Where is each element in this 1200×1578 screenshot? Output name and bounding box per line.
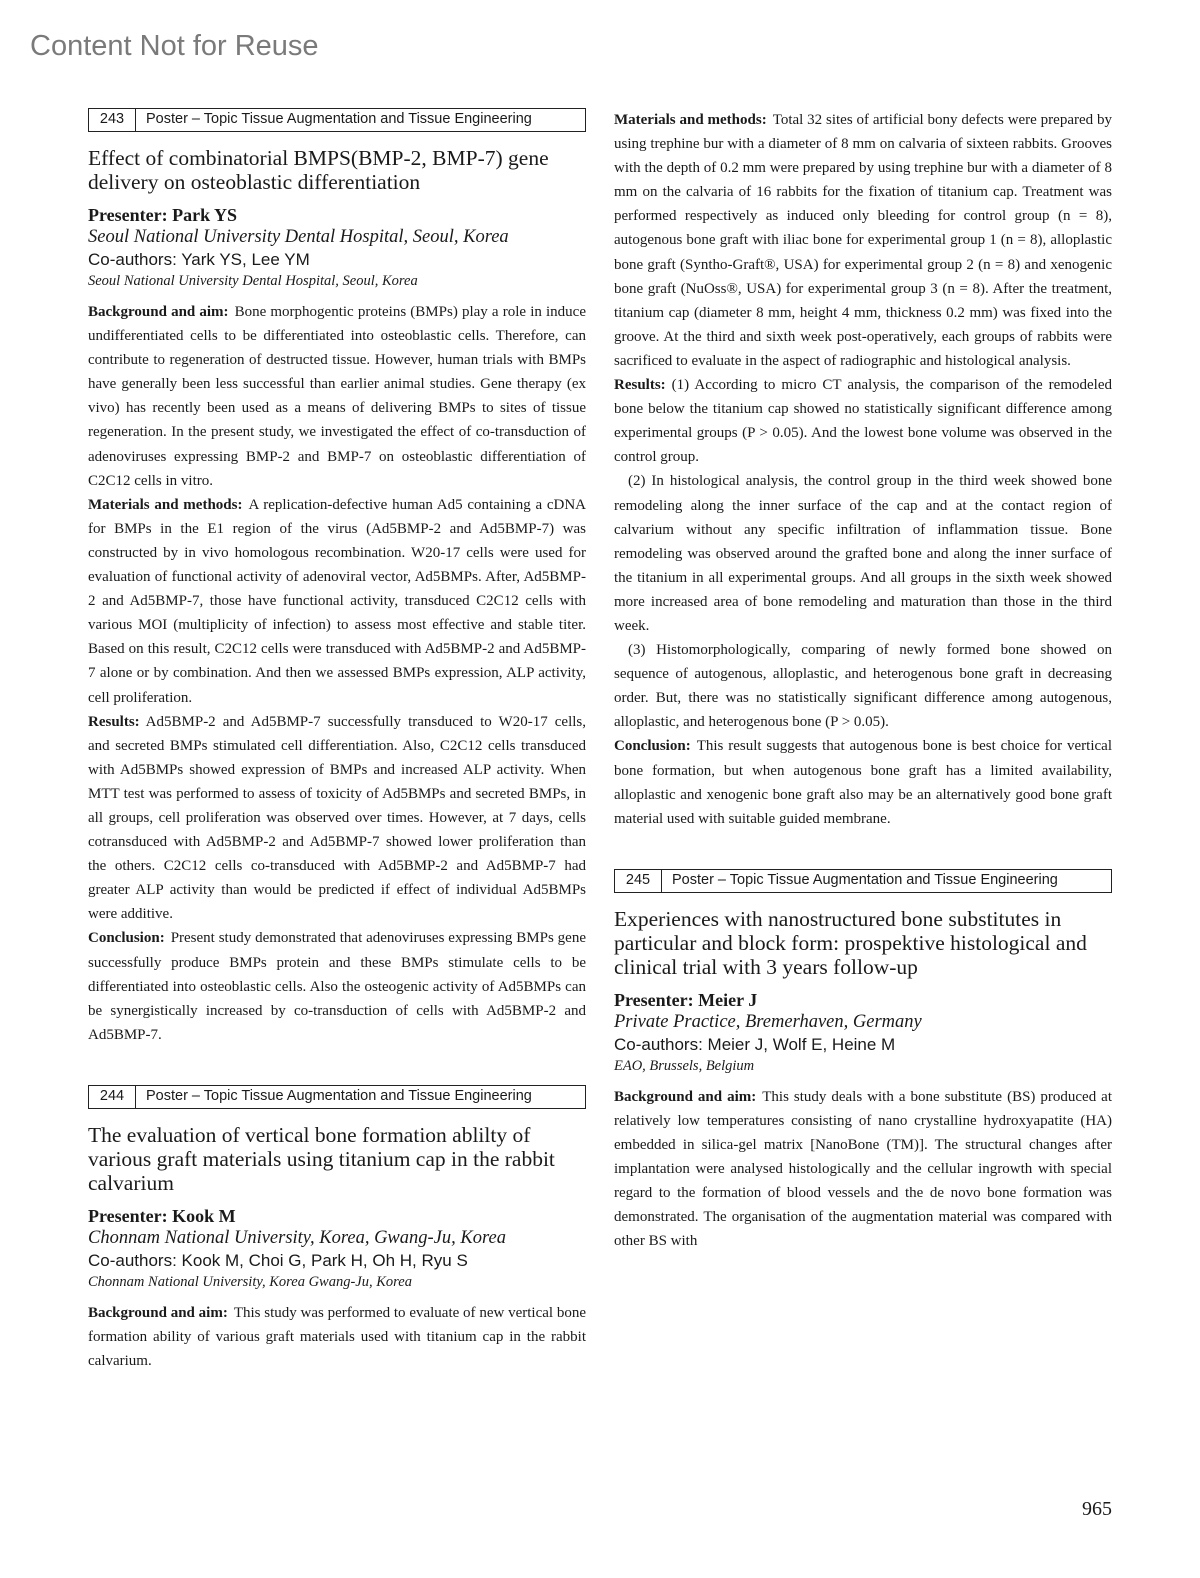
section-label: Materials and methods: bbox=[88, 496, 243, 513]
section-text: This result suggests that autogenous bone is best choice for vertical bone formation, but when autogenous bone graft has a limited availability, alloplastic and xenogenic bone graft also may be an alternatively good bone graft material used with suitable guided membrane. bbox=[614, 738, 1112, 827]
abstract-header bbox=[614, 869, 1112, 893]
section-label: Materials and methods: bbox=[614, 112, 767, 128]
conclusion-paragraph bbox=[88, 926, 586, 1046]
abstract-title: The evaluation of vertical bone formation ablilty of various graft materials using titanium cap in the rabbit calvarium bbox=[88, 1122, 555, 1195]
section-label: Conclusion: bbox=[88, 930, 165, 947]
section-text: This study deals with a bone substitute (BS) produced at relatively low temperatures consisting of nano crystalline hydroxyapatite (HA) embedded in silica-gel matrix [NanoBone (TM)]. The structural changes after implantation were analysed histologically and the cellular ingrowth with special regard to the formation of blood vessels and the de novo bone formation was demonstrated. The organisation of the augmentation material was compared with other BS with bbox=[614, 1088, 1113, 1250]
presenter-affiliation: Chonnam National University, Korea, Gwang-Ju, Korea bbox=[88, 1227, 506, 1248]
section-label: Background and aim: bbox=[614, 1088, 757, 1105]
page-number: 965 bbox=[1082, 1498, 1112, 1520]
abstract-245 bbox=[614, 869, 1112, 1254]
abstract-244-continued bbox=[614, 108, 1112, 831]
section-text: Bone morphogentic proteins (BMPs) play a role in induce undifferentiated cells to be differentiated into osteoblastic cells. Therefore, can contribute to regeneration of destructed tissue. However, human trials with BMPs have generally been less successful than earlier animal studies. Gene therapy (ex vivo) has recently been used as a means of delivering BMPs to sites of tissue regeneration. In the present study, we investigated the effect of co-transduction of adenoviruses expressing BMP-2 and BMP-7 on osteoblastic differentiation of C2C12 cells in vitro. bbox=[88, 304, 586, 489]
right-column bbox=[614, 108, 1112, 1253]
abstract-number: 243 bbox=[89, 109, 136, 131]
background-paragraph bbox=[88, 1301, 586, 1373]
conclusion-paragraph bbox=[614, 734, 1112, 830]
section-label: Background and aim: bbox=[88, 1304, 228, 1321]
section-text: (1) According to micro CT analysis, the comparison of the remodeled bone below the titanium cap showed no statistically significant difference among experimental groups (P > 0.05). And the lowest bone volume was observed in the control group. bbox=[614, 377, 1112, 466]
section-text: Present study demonstrated that adenoviruses expressing BMPs gene successfully produce BMPs protein and these BMPs stimulate cells to be differentiated into osteoblastic cells. Also the osteogenic activity of Ad5BMPs can be synergistically increased by co-transduction of cells with Ad5BMP-2 and Ad5BMP-7. bbox=[88, 930, 586, 1043]
left-column bbox=[88, 108, 586, 1373]
section-label: Background and aim: bbox=[88, 304, 229, 320]
methods-paragraph bbox=[614, 108, 1112, 373]
results-paragraph bbox=[88, 710, 586, 927]
abstract-244 bbox=[88, 1085, 586, 1373]
background-paragraph bbox=[614, 1085, 1112, 1254]
coauthor-affiliation: EAO, Brussels, Belgium bbox=[614, 1057, 755, 1074]
results-paragraph-3: (3) Histomorphologically, comparing of newly formed bone showed on sequence of autogenous, alloplastic, and heterogenous bone graft in decreasing order. But, there was no statistically significant difference among autogenous, alloplastic, and heterogenous bone (P > 0.05). bbox=[614, 642, 1112, 731]
coauthor-affiliation: Chonnam National University, Korea Gwang-Ju, Korea bbox=[88, 1273, 412, 1290]
section-label: Conclusion: bbox=[614, 738, 691, 755]
presenter-affiliation: Private Practice, Bremerhaven, Germany bbox=[614, 1011, 922, 1032]
section-label: Results: bbox=[88, 713, 140, 730]
background-paragraph bbox=[88, 300, 586, 493]
section-label: Results: bbox=[614, 377, 666, 394]
results-paragraph-2: (2) In histological analysis, the control group in the third week showed bone remodeling along the inner surface of the cap and at the contact region of calvarium without any specific infiltration of inflammation tissue. Bone remodeling was observed around the grafted bone and along the inner surface of the titanium in all experimental groups. And all groups in the sixth week showed more increased area of bone remodeling and maturation than those in the third week. bbox=[614, 473, 1112, 634]
coauthors: Co-authors: Meier J, Wolf E, Heine M bbox=[614, 1034, 896, 1054]
results-paragraph bbox=[614, 373, 1112, 469]
abstract-header bbox=[88, 108, 586, 132]
abstract-title: Effect of combinatorial BMPS(BMP-2, BMP-7) gene delivery on osteoblastic differentiation bbox=[88, 146, 549, 194]
coauthors: Co-authors: Kook M, Choi G, Park H, Oh H, Ryu S bbox=[88, 1250, 468, 1270]
coauthor-affiliation: Seoul National University Dental Hospital, Seoul, Korea bbox=[88, 273, 418, 289]
section-text: This study was performed to evaluate of new vertical bone formation ability of various graft materials used with titanium cap in the rabbit calvarium. bbox=[88, 1304, 586, 1370]
abstract-number: 244 bbox=[89, 1086, 136, 1108]
abstract-category: Poster – Topic Tissue Augmentation and Tissue Engineering bbox=[672, 871, 1058, 888]
section-text: A replication-defective human Ad5 containing a cDNA for BMPs in the E1 region of the virus (Ad5BMP-2 and Ad5BMP-7) was constructed by in vivo homologous recombination. W20-17 cells were used for evaluation of functional activity of adenoviral vector, Ad5BMPs. After, Ad5BMP-2 and Ad5BMP-7, those have functional activity, transduced C2C12 cells with various MOI (multiplicity of infection) to assess most effective and stable titer. Based on this result, C2C12 cells were transduced with Ad5BMP-2 and Ad5BMP-7 alone or by combination. And then we assessed BMPs expression, ALP activity, cell proliferation. bbox=[88, 496, 586, 706]
presenter: Presenter: Kook M bbox=[88, 1205, 236, 1226]
section-text: Ad5BMP-2 and Ad5BMP-7 successfully transduced to W20-17 cells, and secreted BMPs stimulated cell differentiation. Also, C2C12 cells transduced with Ad5BMPs showed expression of BMPs and increased ALP activity. When MTT test was performed to assess of toxicity of Ad5BMPs and secreted BMPs, in all groups, cell proliferation was observed over times. However, at 7 days, cells cotransduced with Ad5BMP-2 and Ad5BMP-7 showed lower proliferation than the others. C2C12 cells co-transduced with Ad5BMP-2 and Ad5BMP-7 had greater ALP activity than would be predicted if effect of individual Ad5BMPs were additive. bbox=[88, 713, 586, 923]
abstract-header bbox=[88, 1085, 586, 1109]
abstract-category: Poster – Topic Tissue Augmentation and Tissue Engineering bbox=[146, 111, 532, 127]
abstract-243 bbox=[88, 108, 586, 1047]
presenter: Presenter: Meier J bbox=[614, 989, 758, 1010]
section-text: Total 32 sites of artificial bony defects were prepared by using trephine bur with a diameter of 8 mm on calvaria of sixteen rabbits. Grooves with the depth of 0.2 mm were prepared by using trephine bur with a diameter of 8 mm on the calvaria of 16 rabbits for the fixation of titanium cap. Treatment was performed respectively as induced only bleeding for control group (n = 8), autogenous bone graft with iliac bone for experimental group 1 (n = 8), alloplastic bone graft (Syntho-Graft®, USA) for experimental group 2 (n = 8) and xenogenic bone graft (NuOss®, USA) for experimental group 3 (n = 8). After the treatment, titanium cap (diameter 8 mm, height 4 mm, thickness 0.2 mm) was fixed into the groove. At the third and sixth week post-operatively, each groups of rabbits were sacrificed to evaluate in the aspect of radiographic and histological analysis. bbox=[614, 112, 1112, 369]
presenter: Presenter: Park YS bbox=[88, 205, 237, 225]
abstract-category: Poster – Topic Tissue Augmentation and Tissue Engineering bbox=[146, 1087, 532, 1104]
watermark: Content Not for Reuse bbox=[30, 30, 319, 62]
coauthors: Co-authors: Yark YS, Lee YM bbox=[88, 250, 310, 269]
abstract-number: 245 bbox=[615, 870, 662, 892]
methods-paragraph bbox=[88, 493, 586, 710]
presenter-affiliation: Seoul National University Dental Hospital, Seoul, Korea bbox=[88, 227, 509, 247]
abstract-title: Experiences with nanostructured bone substitutes in particular and block form: prospektive histological and clinical trial with 3 years follow-up bbox=[614, 906, 1087, 979]
